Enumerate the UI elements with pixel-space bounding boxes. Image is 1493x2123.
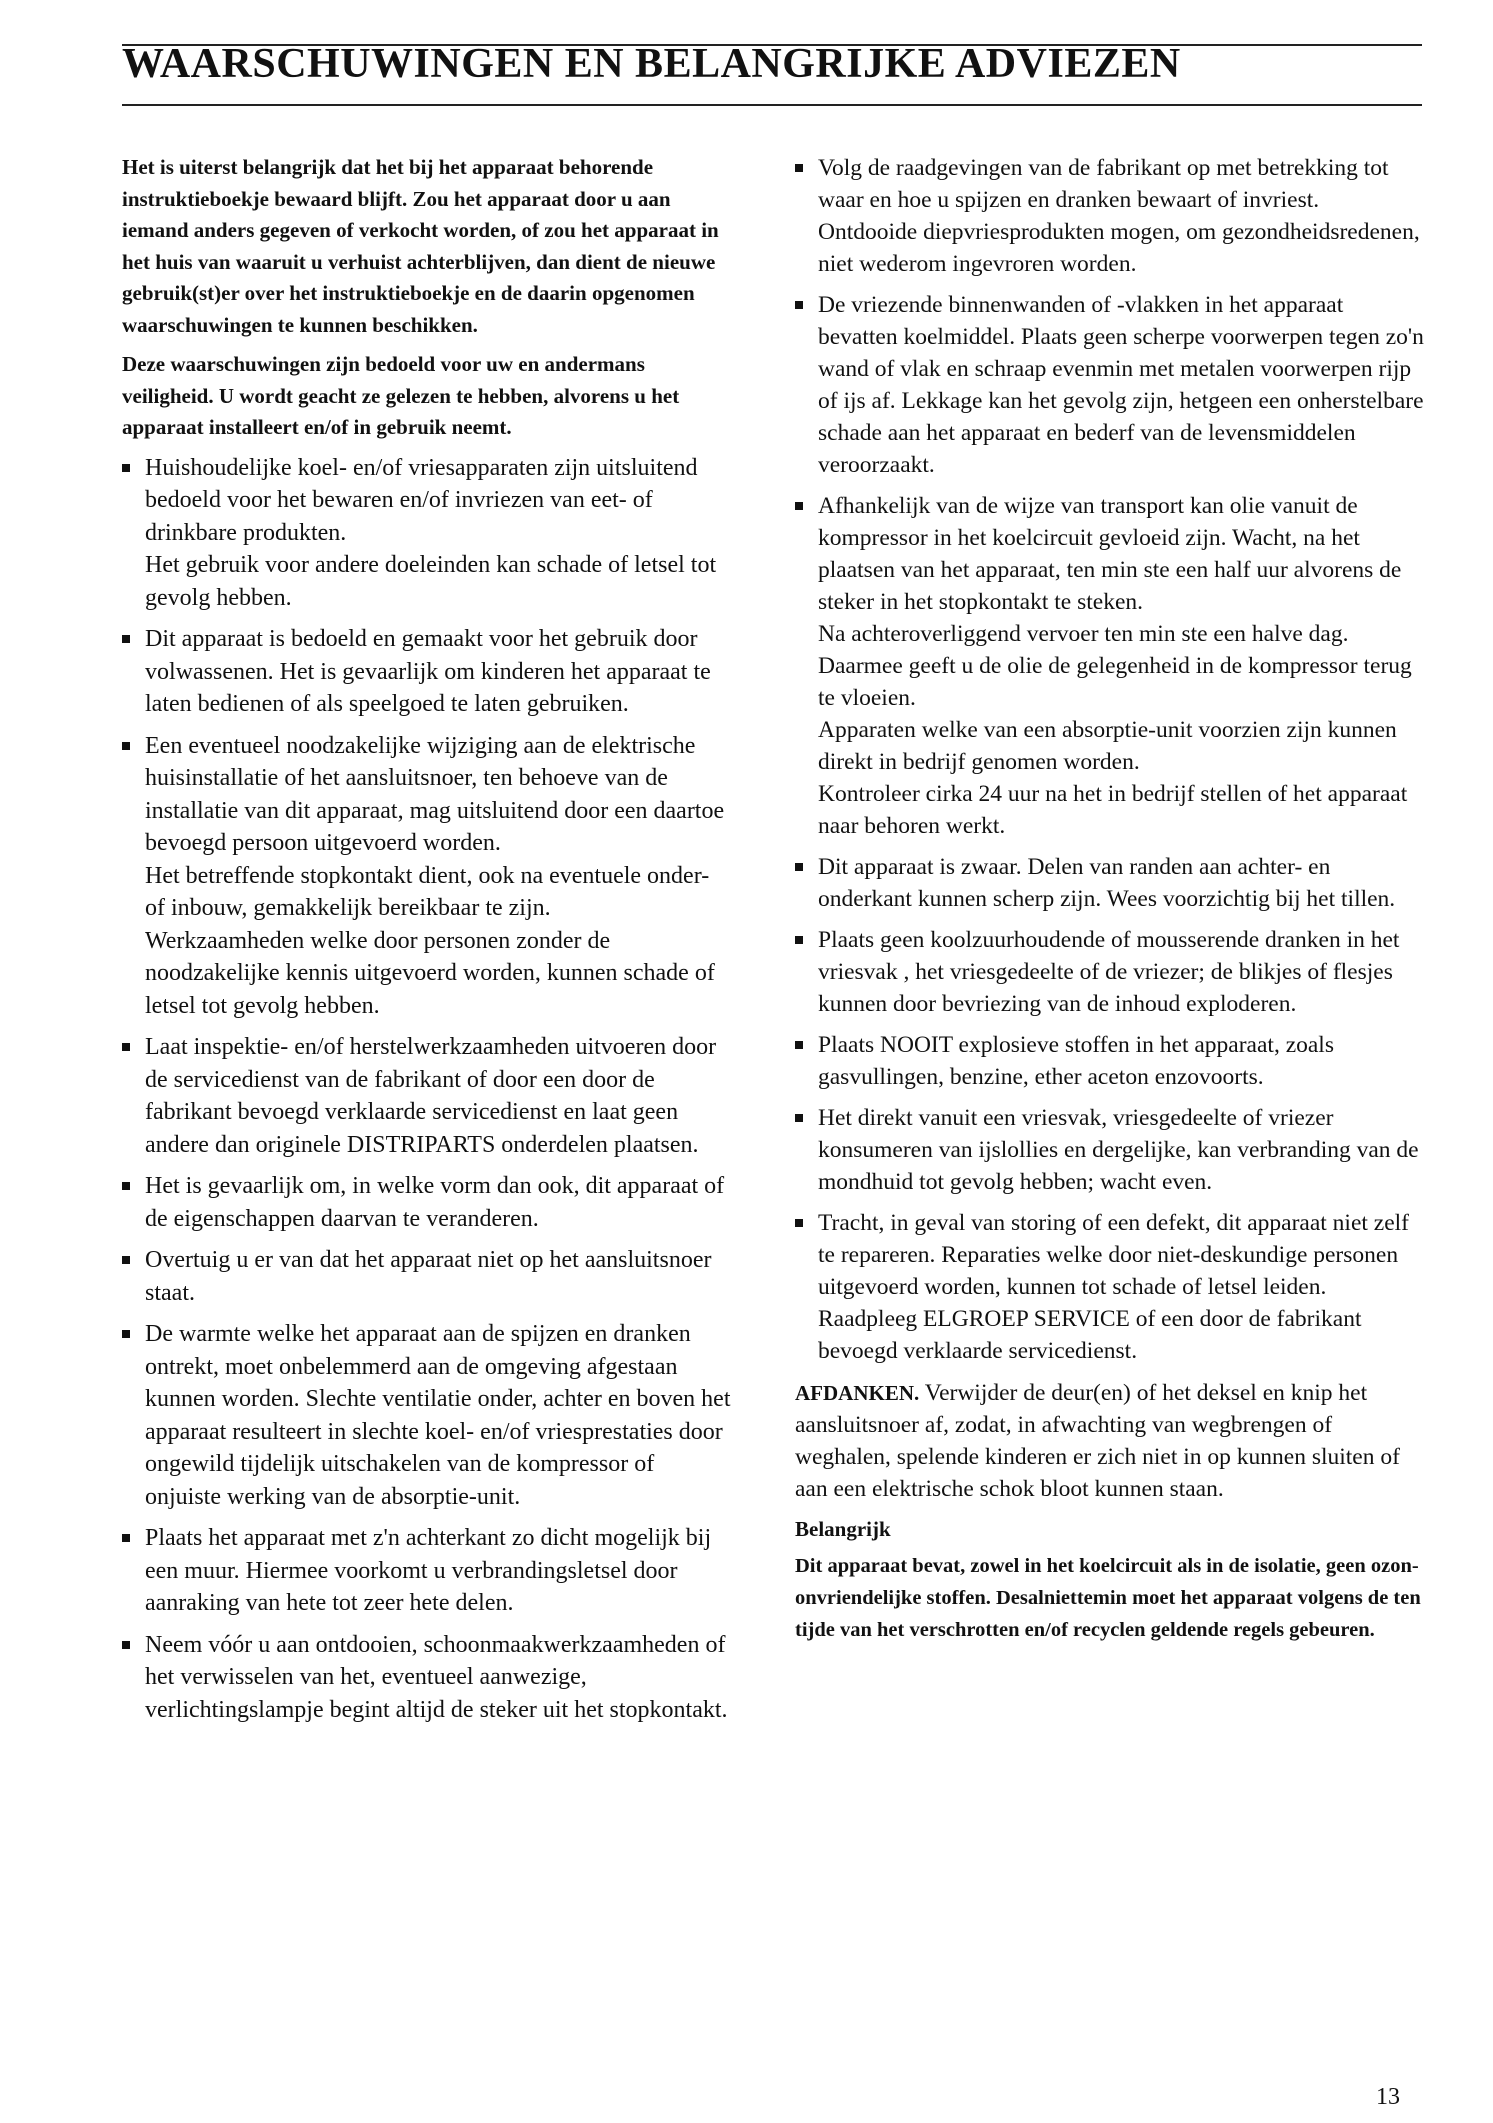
warning-text: Een eventueel noodzakelijke wijziging aan de elektrische huisinstallatie of het aansluitsnoer, ten behoeve van de installatie van dit apparaat, mag uitsluitend door een daartoe bevoegd persoon uitgevoerd worden. bbox=[145, 732, 725, 856]
warning-text: Plaats NOOIT explosieve stoffen in het apparaat, zoals gasvullingen, benzine, ether aceton enzovoorts. bbox=[818, 1032, 1334, 1090]
warning-text: Het direkt vanuit een vriesvak, vriesgedeelte of vriezer konsumeren van ijslollies en dergelijke, kan verbranding van de mondhuid tot gevolg hebben; wacht even. bbox=[818, 1105, 1419, 1195]
warning-text: Apparaten welke van een absorptie-unit voorzien zijn kunnen direkt in bedrijf genomen worden. bbox=[818, 717, 1397, 775]
warning-item bbox=[795, 1029, 1425, 1093]
left-column bbox=[122, 152, 732, 1735]
warning-text: De vriezende binnenwanden of -vlakken in het apparaat bevatten koelmiddel. Plaats geen scherpe voorwerpen tegen zo'n wand of vlak en schraap evenmin met metalen voorwerpen rijp of ijs af. Lekkage kan het gevolg zijn, hetgeen een onherstelbare schade aan het apparaat en bederf van de levensmiddelen veroorzaakt. bbox=[818, 292, 1424, 478]
warning-item bbox=[795, 289, 1425, 481]
warning-text: Tracht, in geval van storing of een defekt, dit apparaat niet zelf te repareren. Reparaties welke door niet-deskundige personen uitgevoerd worden, kunnen tot schade of letsel leiden. bbox=[818, 1210, 1409, 1300]
warning-text: Na achteroverliggend vervoer ten min ste een halve dag. Daarmee geeft u de olie de gelegenheid in de kompressor terug te vloeien. bbox=[818, 621, 1412, 711]
warning-text: Dit apparaat is zwaar. Delen van randen aan achter- en onderkant kunnen scherp zijn. Wees voorzichtig bij het tillen. bbox=[818, 854, 1396, 912]
intro-paragraph: Deze waarschuwingen zijn bedoeld voor uw en andermans veiligheid. U wordt geacht ze gelezen te hebben, alvorens u het apparaat installeert en/of in gebruik neemt. bbox=[122, 352, 680, 439]
header-rule-bottom bbox=[122, 104, 1422, 106]
warning-text: Het gebruik voor andere doeleinden kan schade of letsel tot gevolg hebben. bbox=[145, 552, 717, 611]
warning-item bbox=[122, 730, 732, 1023]
page-number: 13 bbox=[1376, 2084, 1400, 2110]
left-warning-list bbox=[122, 452, 732, 1727]
warning-item bbox=[122, 1170, 732, 1235]
warning-text: Volg de raadgevingen van de fabrikant op met betrekking tot waar en hoe u spijzen en dranken bewaart of invriest. bbox=[818, 155, 1389, 213]
belangrijk-heading: Belangrijk bbox=[795, 1517, 891, 1541]
warning-text: Raadpleeg ELGROEP SERVICE of een door de fabrikant bevoegd verklaarde servicedienst. bbox=[818, 1306, 1362, 1364]
afdanken-paragraph bbox=[795, 1377, 1425, 1505]
warning-text: Neem vóór u aan ontdooien, schoonmaakwerkzaamheden of het verwisselen van het, eventueel aanwezige, verlichtingslampje begint altijd de steker uit het stopkontakt. bbox=[145, 1631, 728, 1723]
warning-item bbox=[795, 1207, 1425, 1367]
page-title: WAARSCHUWINGEN EN BELANGRIJKE ADVIEZEN bbox=[122, 41, 1181, 87]
belangrijk-text: Dit apparaat bevat, zowel in het koelcircuit als in de isolatie, geen ozon-onvriendelijke stoffen. Desalniettemin moet het apparaat volgens de ten tijde van het verschrotten en/of recyclen geldende regels gebeuren. bbox=[795, 1555, 1421, 1641]
afdanken-text: Verwijder de deur(en) of het deksel en knip het aansluitsnoer af, zodat, in afwachting van wegbrengen of weghalen, spelende kinderen er zich niet in op kunnen sluiten of aan een elektrische schok bloot kunnen staan. bbox=[795, 1380, 1400, 1502]
warning-item bbox=[122, 1031, 732, 1161]
warning-text: Kontroleer cirka 24 uur na het in bedrijf stellen of het apparaat naar behoren werkt. bbox=[818, 781, 1408, 839]
warning-text: Overtuig u er van dat het apparaat niet op het aansluitsnoer staat. bbox=[145, 1247, 712, 1306]
warning-text: Werkzaamheden welke door personen zonder de noodzakelijke kennis uitgevoerd worden, kunnen schade of letsel tot gevolg hebben. bbox=[145, 927, 715, 1019]
warning-item bbox=[122, 1522, 732, 1620]
warning-text: De warmte welke het apparaat aan de spijzen en dranken ontrekt, moet onbelemmerd aan de omgeving afgestaan kunnen worden. Slechte ventilatie onder, achter en boven het apparaat resulteert in slechte koel- en/of vriesprestaties door ongewild tijdelijk uitschakelen van de kompressor of onjuiste werking van de absorptie-unit. bbox=[145, 1321, 731, 1510]
warning-item bbox=[122, 1629, 732, 1727]
warning-text: Dit apparaat is bedoeld en gemaakt voor het gebruik door volwassenen. Het is gevaarlijk om kinderen het apparaat te laten bedienen of als speelgoed te laten gebruiken. bbox=[145, 626, 711, 717]
intro-paragraph: Het is uiterst belangrijk dat het bij het apparaat behorende instruktieboekje bewaard blijft. Zou het apparaat door u aan iemand anders gegeven of verkocht worden, of zou het apparaat in het huis van waaruit u verhuist achterblijven, dan dient de nieuwe gebruik(st)er over het instruktieboekje en de daarin opgenomen waarschuwingen te kunnen beschikken. bbox=[122, 155, 719, 337]
warning-item bbox=[122, 623, 732, 721]
afdanken-label: AFDANKEN. bbox=[795, 1381, 920, 1405]
warning-item bbox=[795, 1102, 1425, 1198]
right-warning-list bbox=[795, 152, 1425, 1367]
warning-text: Plaats geen koolzuurhoudende of mousserende dranken in het vriesvak , het vriesgedeelte of de vriezer; de blikjes of flesjes kunnen door bevriezing van de inhoud exploderen. bbox=[818, 927, 1400, 1017]
right-column bbox=[795, 152, 1425, 1646]
warning-text: Afhankelijk van de wijze van transport kan olie vanuit de kompressor in het koelcircuit gevloeid zijn. Wacht, na het plaatsen van het apparaat, ten min ste een half uur alvorens de steker in het stopkontakt te steken. bbox=[818, 493, 1402, 615]
warning-item bbox=[795, 490, 1425, 842]
warning-text: Huishoudelijke koel- en/of vriesapparaten zijn uitsluitend bedoeld voor het bewaren en/of invriezen van eet- of drinkbare produkten. bbox=[145, 454, 698, 546]
warning-text: Het betreffende stopkontakt dient, ook na eventuele onder- of inbouw, gemakkelijk bereikbaar te zijn. bbox=[145, 862, 710, 921]
warning-text: Het is gevaarlijk om, in welke vorm dan ook, dit apparaat of de eigenschappen daarvan te veranderen. bbox=[145, 1173, 725, 1232]
warning-item bbox=[795, 851, 1425, 915]
warning-item bbox=[122, 452, 732, 615]
warning-item bbox=[795, 924, 1425, 1020]
warning-text: Laat inspektie- en/of herstelwerkzaamheden uitvoeren door de servicedienst van de fabrikant of door een door de fabrikant bevoegd verklaarde servicedienst en laat geen andere dan originele DISTRIPARTS onderdelen plaatsen. bbox=[145, 1034, 717, 1158]
warning-text: Ontdooide diepvriesprodukten mogen, om gezondheidsredenen, niet wederom ingevroren worden. bbox=[818, 219, 1420, 277]
warning-item bbox=[795, 152, 1425, 280]
warning-item bbox=[122, 1318, 732, 1513]
warning-item bbox=[122, 1244, 732, 1309]
warning-text: Plaats het apparaat met z'n achterkant zo dicht mogelijk bij een muur. Hiermee voorkomt u verbrandingsletsel door aanraking van hete tot zeer hete delen. bbox=[145, 1525, 712, 1616]
